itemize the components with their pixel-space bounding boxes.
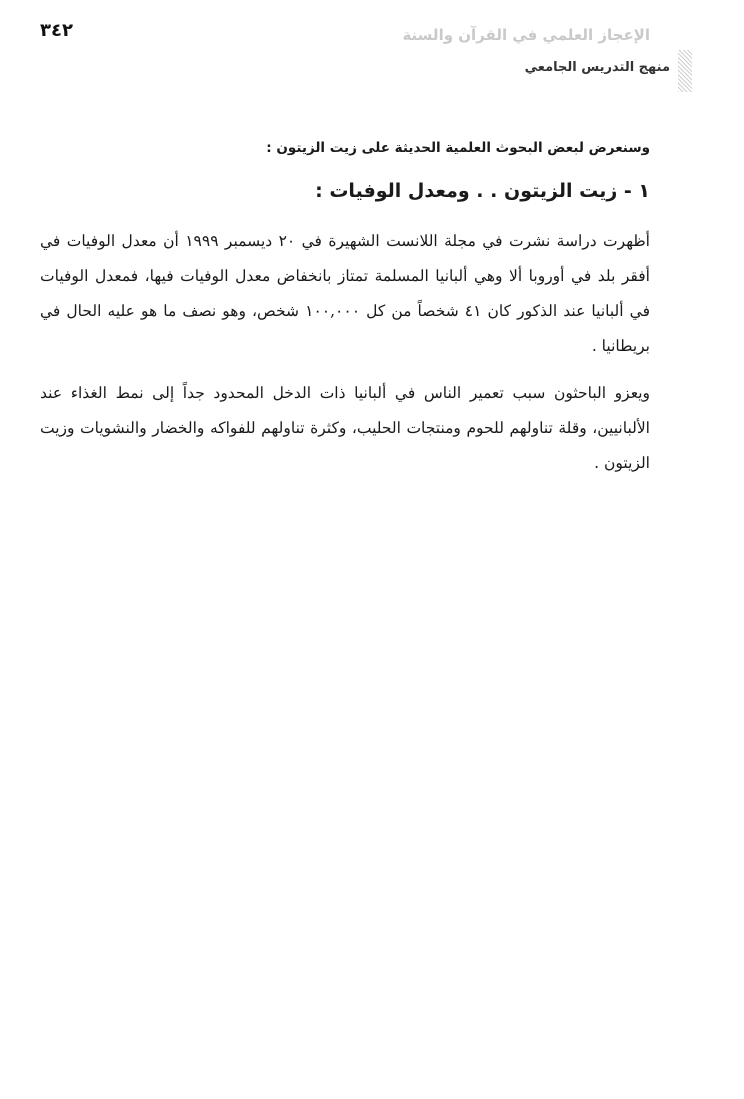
intro-line: وسنعرض لبعض البحوث العلمية الحديثة على زيت الزيتون : — [266, 140, 650, 156]
book-title: الإعجاز العلمي في القرآن والسنة — [402, 26, 650, 44]
paragraph: ويعزو الباحثون سبب تعمير الناس في ألبانيا ذات الدخل المحدود جداً إلى نمط الغذاء عند الألبانيين، وقلة تناولهم للحوم ومنتجات الحليب، وكثرة تناولهم للفواكه والخضار والنشويات وزيت الزيتون . — [40, 384, 650, 472]
paragraph: أظهرت دراسة نشرت في مجلة اللانست الشهيرة في ٢٠ ديسمبر ١٩٩٩ أن معدل الوفيات في أفقر بلد في أوروبا ألا وهي ألبانيا المسلمة تمتاز بانخفاض معدل الوفيات فيها، فمعدل الوفيات في ألبانيا عند الذكور كان ٤١ شخصاً من كل ١٠٠,٠٠٠ شخص، وهو نصف ما هو عليه الحال في بريطانيا . — [40, 232, 650, 355]
page-body — [40, 140, 650, 481]
header-ornament — [678, 50, 692, 92]
section-title: منهج التدريس الجامعي — [524, 60, 670, 75]
section-heading: ١ - زيت الزيتون . . ومعدل الوفيات : — [315, 180, 650, 202]
page-number: ٣٤٢ — [40, 20, 73, 41]
